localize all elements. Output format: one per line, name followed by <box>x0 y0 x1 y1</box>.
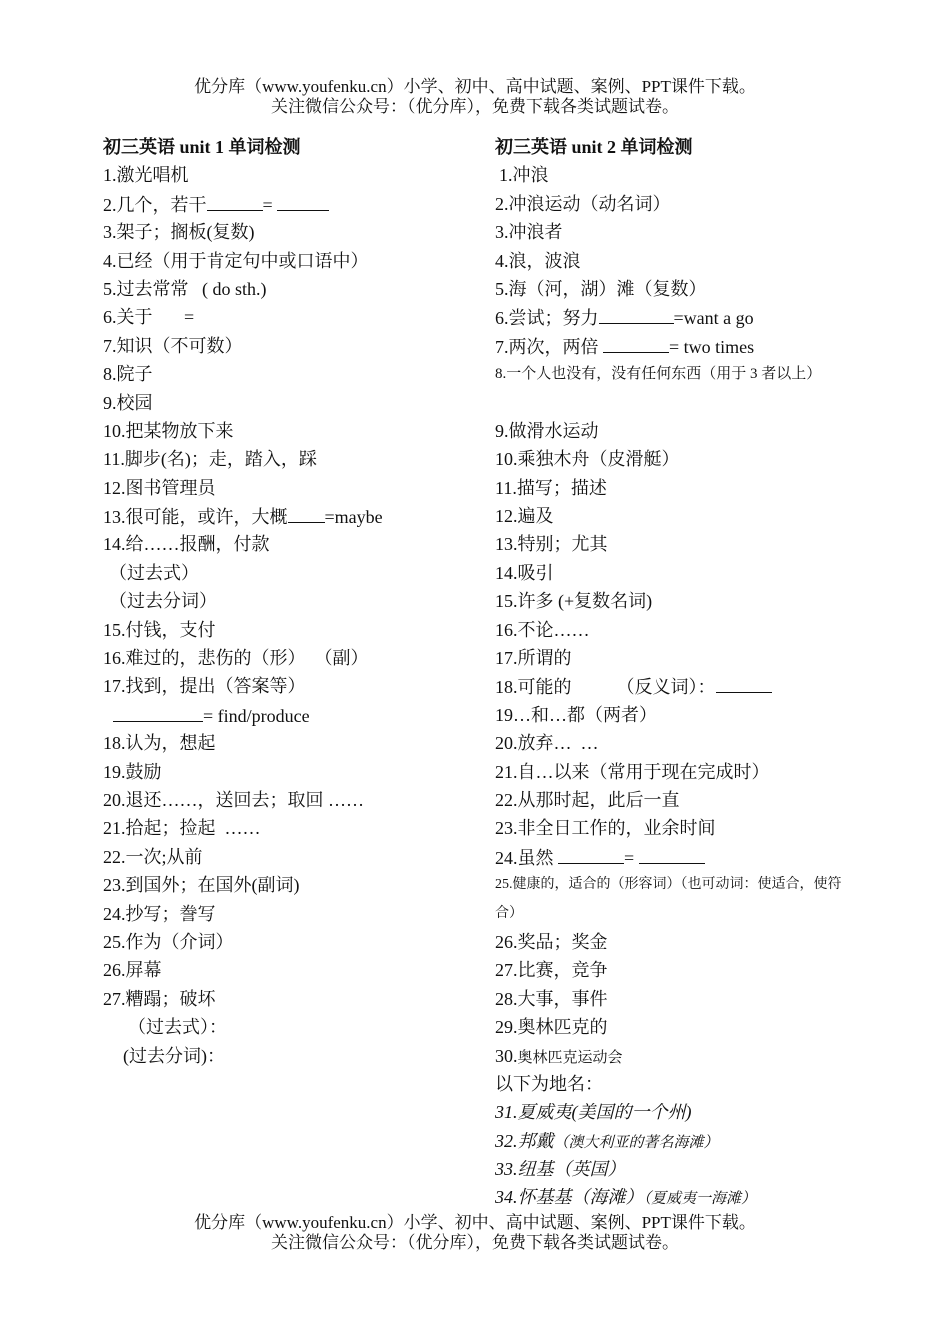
unit2-item-29: 29.奥林匹克的 <box>495 1017 608 1038</box>
unit2-column <box>495 133 855 1212</box>
header-line-1: 优分库（www.youfenku.cn）小学、初中、高中试题、案例、PPT课件下载。 <box>194 77 756 96</box>
unit1-item-13-text: 13.很可能，或许，大概 <box>103 507 288 528</box>
answer-blank <box>603 332 669 353</box>
unit1-item-5: 5.过去常常 ( do sth.) <box>103 278 267 299</box>
unit1-item-11: 11.脚步(名)；走，踏入，踩 <box>103 449 317 470</box>
unit2-item-7-eq: = two times <box>669 336 755 357</box>
unit1-item-19: 19.鼓励 <box>103 761 162 782</box>
unit1-item-7: 7.知识（不可数） <box>103 335 243 356</box>
unit2-item-16: 16.不论…… <box>495 619 590 640</box>
answer-blank <box>599 303 674 324</box>
answer-blank <box>716 672 772 693</box>
unit1-item-27-past: （过去式）： <box>128 1017 227 1038</box>
unit1-title: 初三英语 unit 1 单词检测 <box>103 137 301 157</box>
answer-blank <box>113 701 203 722</box>
unit1-item-25: 25.作为（介词） <box>103 931 234 952</box>
unit2-title: 初三英语 unit 2 单词检测 <box>495 137 693 157</box>
unit2-item-34 <box>495 1183 855 1211</box>
unit2-item-20: 20.放弃… … <box>495 733 599 754</box>
unit1-item-8: 8.院子 <box>103 364 153 385</box>
unit2-item-6-text: 6.尝试；努力 <box>495 308 599 329</box>
unit2-item-18 <box>495 672 855 700</box>
unit1-item-27: 27.糟蹋；破坏 <box>103 988 216 1009</box>
answer-blank <box>207 190 263 211</box>
unit1-item-13 <box>103 502 473 530</box>
unit2-item-31: 31.夏威夷(美国的一个州) <box>495 1102 692 1123</box>
unit2-item-32 <box>495 1127 855 1155</box>
unit1-item-4: 4.已经（用于肯定句中或口语中） <box>103 250 369 271</box>
unit2-item-3: 3.冲浪者 <box>495 222 563 243</box>
unit2-item-30-num: 30. <box>495 1045 518 1066</box>
unit2-item-11: 11.描写；描述 <box>495 477 607 498</box>
unit2-item-1: 1.冲浪 <box>499 165 549 186</box>
unit1-column <box>103 133 473 1070</box>
unit2-item-33: 33.纽基（英国） <box>495 1159 626 1180</box>
unit2-item-7-text: 7.两次，两倍 <box>495 336 603 357</box>
unit2-item-30 <box>495 1042 855 1070</box>
unit1-item-14-participle: （过去分词） <box>109 591 217 612</box>
unit1-item-22: 22.一次;从前 <box>103 846 203 867</box>
unit1-item-18: 18.认为，想起 <box>103 733 216 754</box>
answer-blank <box>639 843 705 864</box>
unit2-item-24-text: 24.虽然 <box>495 847 558 868</box>
unit2-item-30-text: 奥林匹克运动会 <box>517 1049 623 1066</box>
unit2-item-15: 15.许多 (+复数名词) <box>495 591 653 612</box>
unit2-item-2: 2.冲浪运动（动名词） <box>495 193 671 214</box>
unit2-item-6 <box>495 303 855 331</box>
unit1-item-3: 3.架子；搁板(复数) <box>103 222 255 243</box>
unit1-item-12: 12.图书管理员 <box>103 477 216 498</box>
unit2-item-14: 14.吸引 <box>495 562 554 583</box>
unit1-item-2 <box>103 190 473 218</box>
unit2-item-13: 13.特别；尤其 <box>495 534 608 555</box>
unit1-item-9: 9.校园 <box>103 392 153 413</box>
unit2-item-8: 8.一个人也没有，没有任何东西（用于 3 者以上） <box>495 366 822 383</box>
unit2-item-34-note: （夏威夷一海滩） <box>643 1191 757 1208</box>
place-names-label: 以下为地名： <box>495 1073 603 1094</box>
answer-blank <box>288 502 325 523</box>
unit2-item-6-eq: =want a go <box>673 308 754 329</box>
unit1-item-14-past: （过去式） <box>109 562 199 583</box>
unit2-item-25: 25.健康的，适合的（形容词）（也可动词：使适合，使符合） <box>495 877 842 921</box>
unit2-item-32-note: （澳大利亚的著名海滩） <box>553 1134 719 1151</box>
unit1-item-2-text: 2.几个，若干 <box>103 194 207 215</box>
unit2-item-18-text: 18.可能的 （反义词）： <box>495 677 716 698</box>
unit1-item-10: 10.把某物放下来 <box>103 420 234 441</box>
unit1-item-16: 16.难过的，悲伤的（形） （副） <box>103 648 369 669</box>
unit2-item-5: 5.海（河，湖）滩（复数） <box>495 278 707 299</box>
unit2-item-4: 4.浪，波浪 <box>495 250 581 271</box>
unit1-item-13-eq: =maybe <box>324 507 383 528</box>
page-header <box>0 77 950 117</box>
unit1-item-24: 24.抄写；誊写 <box>103 903 216 924</box>
unit1-item-1: 1.激光唱机 <box>103 165 189 186</box>
unit1-item-21: 21.拾起；捡起 …… <box>103 818 261 839</box>
footer-line-2: 关注微信公众号：（优分库），免费下载各类试题试卷。 <box>271 1233 679 1252</box>
unit2-item-7 <box>495 332 855 360</box>
unit1-item-17-answer <box>103 701 473 729</box>
unit1-item-14: 14.给……报酬，付款 <box>103 534 270 555</box>
unit1-item-15: 15.付钱，支付 <box>103 619 216 640</box>
answer-blank <box>558 843 624 864</box>
unit1-item-17-eq: = find/produce <box>203 705 310 726</box>
unit2-item-28: 28.大事，事件 <box>495 988 608 1009</box>
unit2-item-27: 27.比赛，竞争 <box>495 960 608 981</box>
unit2-item-32-text: 32.邦戴 <box>495 1130 554 1151</box>
unit1-item-20: 20.退还……，送回去；取回 …… <box>103 789 364 810</box>
unit2-item-21: 21.自…以来（常用于现在完成时） <box>495 761 770 782</box>
unit1-item-6: 6.关于 = <box>103 307 195 328</box>
page-footer <box>0 1213 950 1253</box>
unit2-item-22: 22.从那时起，此后一直 <box>495 790 680 810</box>
unit2-item-24 <box>495 843 855 871</box>
footer-line-1: 优分库（www.youfenku.cn）小学、初中、高中试题、案例、PPT课件下载。 <box>194 1213 756 1232</box>
unit2-item-17: 17.所谓的 <box>495 648 572 669</box>
unit2-item-34-text: 34.怀基基（海滩） <box>495 1187 644 1208</box>
unit2-item-12: 12.遍及 <box>495 506 554 527</box>
unit2-item-24-eq: = <box>624 847 639 868</box>
unit2-item-26: 26.奖品；奖金 <box>495 931 608 952</box>
unit1-item-17: 17.找到，提出（答案等） <box>103 676 306 697</box>
answer-blank <box>277 190 329 211</box>
unit2-item-9: 9.做滑水运动 <box>495 420 599 441</box>
unit1-item-26: 26.屏幕 <box>103 960 162 981</box>
unit1-item-23: 23.到国外；在国外(副词) <box>103 875 300 896</box>
header-line-2: 关注微信公众号：（优分库），免费下载各类试题试卷。 <box>271 97 679 116</box>
unit1-item-27-participle: (过去分词)： <box>123 1045 225 1066</box>
unit2-item-19: 19…和…都（两者） <box>495 704 657 725</box>
unit2-item-23: 23.非全日工作的，业余时间 <box>495 818 716 839</box>
unit1-item-2-eq: = <box>262 194 273 215</box>
unit2-item-10: 10.乘独木舟（皮滑艇） <box>495 449 680 470</box>
